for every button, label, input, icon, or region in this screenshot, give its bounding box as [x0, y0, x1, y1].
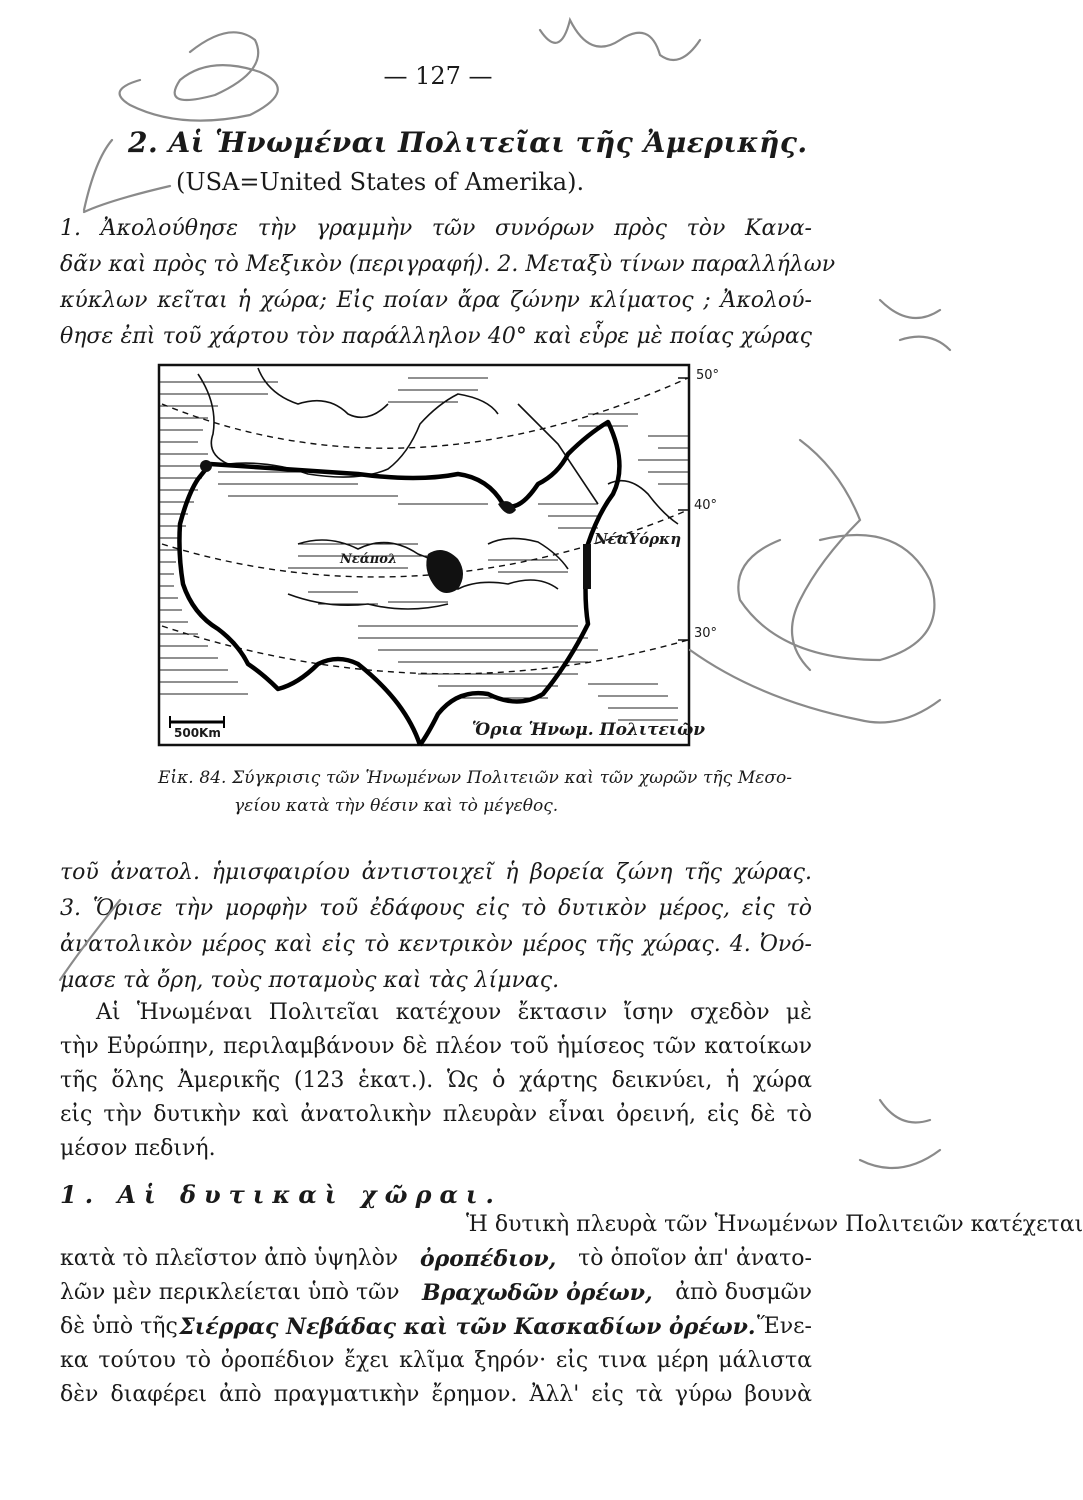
text-run: λῶν μὲν περικλείεται ὑπὸ τῶν: [60, 1280, 400, 1305]
paragraph-line: Αἱ Ἡνωμέναι Πολιτεῖαι κατέχουν ἔκτασιν ἴσην σχεδὸν μὲ: [96, 1000, 812, 1025]
continuation-line: ἀνατολικὸν μέρος καὶ εἰς τὸ κεντρικὸν μέρος τῆς χώρας. 4. Ὀνό-: [60, 932, 812, 957]
term-sierra-nevada-cascades: Σιέρρας Νεβάδας καὶ τῶν Κασκαδίων ὀρέων.: [179, 1314, 756, 1340]
paragraph-line: εἰς τὴν δυτικὴν καὶ ἀνατολικὴν πλευρὰν εἶναι ὀρεινή, εἰς δὲ τὸ: [60, 1102, 812, 1127]
text-run: κατὰ τὸ πλεῖστον ἀπὸ ὑψηλὸν: [60, 1246, 399, 1271]
lat-30-label: 30°: [694, 626, 718, 641]
naples-label: Νεάπολ: [340, 552, 398, 567]
paragraph-line: [60, 1280, 812, 1306]
paragraph-line: δὲν διαφέρει ἀπὸ πραγματικὴν ἔρημον. Ἀλλ' εἰς τὰ γύρω βουνὰ: [60, 1382, 812, 1407]
paragraph-line: μέσον πεδινή.: [60, 1136, 216, 1161]
paragraph-line: τὴν Εὐρώπην, περιλαμβάνουν δὲ πλέον τοῦ ἡμίσεος τῶν κατοίκων: [60, 1034, 812, 1059]
text-run: δὲ ὑπὸ τῆς: [60, 1314, 178, 1339]
text-run: τὸ ὁποῖον ἀπ' ἀνατο-: [578, 1246, 812, 1271]
new-york-label: ΝέαΥόρκη: [594, 530, 682, 548]
figure-caption: Εἰκ. 84. Σύγκρισις τῶν Ἡνωμένων Πολιτειῶν καὶ τῶν χωρῶν τῆς Μεσο-: [158, 768, 792, 788]
question-line: δᾶν καὶ πρὸς τὸ Μεξικὸν (περιγραφή). 2. Μεταξὺ τίνων παραλλήλων: [60, 252, 836, 277]
text-run: Ἕνε-: [757, 1314, 812, 1339]
page-number: — 127 —: [383, 62, 493, 90]
term-rocky-mountains: Βραχωδῶν ὀρέων,: [421, 1280, 653, 1306]
paragraph-line: κα τούτου τὸ ὀροπέδιον ἔχει κλῖμα ξηρόν· εἰς τινα μέρη μάλιστα: [60, 1348, 812, 1373]
section-subtitle: (USA=United States of Amerika).: [176, 168, 585, 196]
paragraph-line: [60, 1314, 812, 1340]
continuation-line: 3. Ὅρισε τὴν μορφὴν τοῦ ἐδάφους εἰς τὸ δυτικὸν μέρος, εἰς τὸ: [60, 896, 812, 921]
figure-caption: γείου κατὰ τὴν θέσιν καὶ τὸ μέγεθος.: [234, 796, 559, 816]
usa-border-label: Ὅρια Ἡνωμ. Πολιτειῶν: [472, 720, 706, 740]
paragraph-line: τῆς ὅλης Ἀμερικῆς (123 ἑκατ.). Ὡς ὁ χάρτης δεικνύει, ἡ χώρα: [60, 1068, 812, 1093]
question-line: 1. Ἀκολούθησε τὴν γραμμὴν τῶν συνόρων πρὸς τὸν Κανα-: [60, 216, 812, 241]
term-plateau: ὀροπέδιον,: [419, 1246, 557, 1272]
map-drawing: [158, 364, 690, 746]
paragraph-line: [60, 1246, 812, 1272]
comparison-map: [158, 364, 720, 746]
continuation-line: τοῦ ἀνατολ. ἡμισφαιρίου ἀντιστοιχεῖ ἡ βορεία ζώνη τῆς χώρας.: [60, 860, 812, 885]
continuation-line: μασε τὰ ὄρη, τοὺς ποταμοὺς καὶ τὰς λίμνας.: [60, 968, 560, 993]
lat-40-label: 40°: [694, 498, 718, 513]
subsection-heading: 1. Αἱ δυτικαὶ χῶραι.: [60, 1180, 502, 1209]
lat-50-label: 50°: [696, 368, 720, 383]
scale-label: 500Km: [174, 726, 221, 740]
section-title: 2. Αἱ Ἡνωμέναι Πολιτεῖαι τῆς Ἀμερικῆς.: [128, 126, 808, 159]
paragraph-line: Ἡ δυτικὴ πλευρὰ τῶν Ἡνωμένων Πολιτειῶν κατέχεται: [466, 1212, 1083, 1237]
question-line: κύκλων κεῖται ἡ χώρα; Εἰς ποίαν ἄρα ζώνην κλίματος ; Ἀκολού-: [60, 288, 812, 313]
question-line: θησε ἐπὶ τοῦ χάρτου τὸν παράλληλον 40° καὶ εὗρε μὲ ποίας χώρας: [60, 324, 812, 349]
text-run: ἀπὸ δυσμῶν: [675, 1280, 812, 1305]
